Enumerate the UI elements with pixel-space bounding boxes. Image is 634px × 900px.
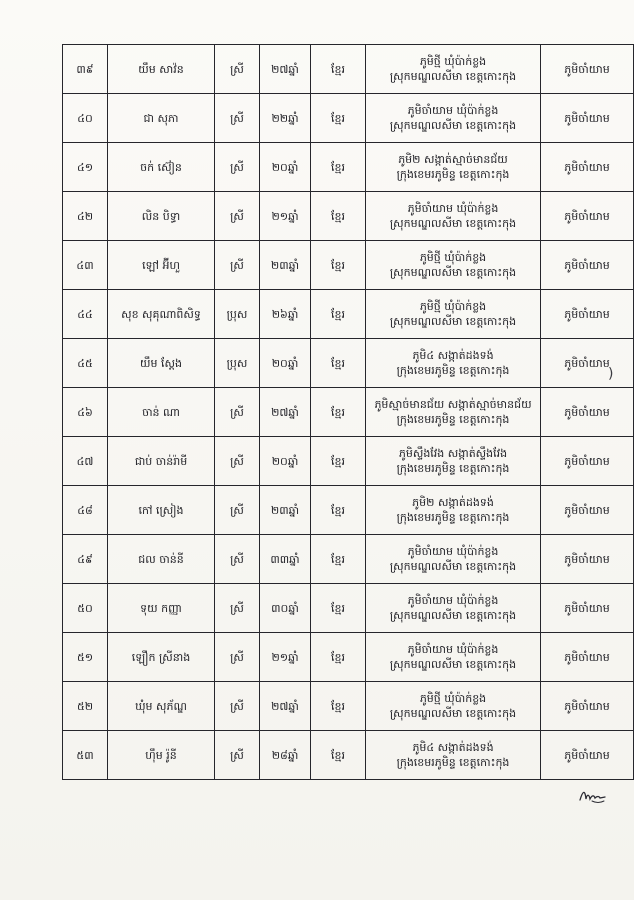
table-row	[63, 192, 634, 241]
address-line-1: ភូមិចាំយាម ឃុំប៉ាក់ខ្លង	[407, 594, 499, 607]
table-row	[63, 339, 634, 388]
sex-cell: ស្រី	[215, 94, 260, 143]
row-number-cell: ៥២	[63, 682, 108, 731]
address-cell	[366, 731, 541, 780]
row-number-cell: ៤៨	[63, 486, 108, 535]
row-number-cell: ៤៩	[63, 535, 108, 584]
address-cell	[366, 45, 541, 94]
name-cell: យឹម ស្តែង	[108, 339, 215, 388]
residence-cell: ភូមិចាំយាម	[541, 241, 634, 290]
table-row	[63, 633, 634, 682]
nationality-cell: ខ្មែរ	[311, 633, 366, 682]
address-cell	[366, 584, 541, 633]
address-line-2: ស្រុកមណ្ឌលសីមា ខេត្តកោះកុង	[389, 217, 517, 230]
sex-cell: ស្រី	[215, 388, 260, 437]
residence-cell: ភូមិចាំយាម	[541, 45, 634, 94]
row-number-cell: ៤៥	[63, 339, 108, 388]
row-number-cell: ៣៩	[63, 45, 108, 94]
address-cell	[366, 633, 541, 682]
address-line-1: ភូមិថ្មី ឃុំប៉ាក់ខ្លង	[419, 692, 487, 705]
nationality-cell: ខ្មែរ	[311, 192, 366, 241]
age-cell: ២៧ឆ្នាំ	[260, 45, 311, 94]
nationality-cell: ខ្មែរ	[311, 290, 366, 339]
name-cell: យឹម សាវ៉ន	[108, 45, 215, 94]
address-line-1: ភូមិស្មាច់មានជ័យ សង្កាត់ស្មាច់មានជ័យ	[374, 398, 532, 411]
address-line-2: ក្រុងខេមរភូមិន្ទ ខេត្តកោះកុង	[396, 462, 510, 475]
nationality-cell: ខ្មែរ	[311, 682, 366, 731]
row-number-cell: ៥៣	[63, 731, 108, 780]
nationality-cell: ខ្មែរ	[311, 584, 366, 633]
residence-cell: ភូមិចាំយាម	[541, 682, 634, 731]
residence-cell: ភូមិចាំយាម	[541, 339, 634, 388]
address-line-1: ភូមិចាំយាម ឃុំប៉ាក់ខ្លង	[407, 643, 499, 656]
age-cell: ២២ឆ្នាំ	[260, 94, 311, 143]
name-cell: ទុយ កញ្ញា	[108, 584, 215, 633]
nationality-cell: ខ្មែរ	[311, 45, 366, 94]
margin-mark: )	[608, 366, 614, 382]
table-row	[63, 94, 634, 143]
address-line-1: ភូមិចាំយាម ឃុំប៉ាក់ខ្លង	[407, 202, 499, 215]
address-line-2: ស្រុកមណ្ឌលសីមា ខេត្តកោះកុង	[389, 658, 517, 671]
address-line-2: ក្រុងខេមរភូមិន្ទ ខេត្តកោះកុង	[396, 511, 510, 524]
address-line-2: ស្រុកមណ្ឌលសីមា ខេត្តកោះកុង	[389, 560, 517, 573]
age-cell: ២៣ឆ្នាំ	[260, 241, 311, 290]
address-line-2: ស្រុកមណ្ឌលសីមា ខេត្តកោះកុង	[389, 609, 517, 622]
age-cell: ២១ឆ្នាំ	[260, 192, 311, 241]
sex-cell: ស្រី	[215, 633, 260, 682]
name-cell: ជា សុភា	[108, 94, 215, 143]
age-cell: ៣៣ឆ្នាំ	[260, 535, 311, 584]
address-line-1: ភូមិថ្មី ឃុំប៉ាក់ខ្លង	[419, 55, 487, 68]
name-cell: ហ៊ឹម រ៉ូនី	[108, 731, 215, 780]
sex-cell: ស្រី	[215, 535, 260, 584]
row-number-cell: ៤៧	[63, 437, 108, 486]
address-cell	[366, 290, 541, 339]
sex-cell: ស្រី	[215, 143, 260, 192]
address-cell	[366, 192, 541, 241]
row-number-cell: ៤៦	[63, 388, 108, 437]
name-cell: លិន បិទ្ធា	[108, 192, 215, 241]
sex-cell: ស្រី	[215, 437, 260, 486]
signature-scribble	[578, 786, 608, 806]
name-cell: ឃុំម សុភ័ណ្ឌ	[108, 682, 215, 731]
sex-cell: ស្រី	[215, 192, 260, 241]
table-row	[63, 731, 634, 780]
row-number-cell: ៥១	[63, 633, 108, 682]
address-line-2: ក្រុងខេមរភូមិន្ទ ខេត្តកោះកុង	[396, 413, 510, 426]
residence-cell: ភូមិចាំយាម	[541, 143, 634, 192]
address-line-2: ក្រុងខេមរភូមិន្ទ ខេត្តកោះកុង	[396, 168, 510, 181]
sex-cell: ស្រី	[215, 241, 260, 290]
address-line-1: ភូមិ៤ សង្កាត់ដងទង់	[412, 741, 494, 754]
row-number-cell: ៤២	[63, 192, 108, 241]
table-row	[63, 486, 634, 535]
nationality-cell: ខ្មែរ	[311, 731, 366, 780]
table-row	[63, 290, 634, 339]
address-line-1: ភូមិ២ សង្កាត់ស្មាច់មានជ័យ	[398, 153, 508, 166]
name-cell: ជាប់ ចាន់រ៉ាមី	[108, 437, 215, 486]
sex-cell: ស្រី	[215, 45, 260, 94]
address-line-1: ភូមិ៤ សង្កាត់ដងទង់	[412, 349, 494, 362]
age-cell: ២១ឆ្នាំ	[260, 633, 311, 682]
nationality-cell: ខ្មែរ	[311, 535, 366, 584]
name-cell: ចក់ ស៊ៀន	[108, 143, 215, 192]
nationality-cell: ខ្មែរ	[311, 143, 366, 192]
nationality-cell: ខ្មែរ	[311, 241, 366, 290]
address-cell	[366, 535, 541, 584]
table-row	[63, 45, 634, 94]
nationality-cell: ខ្មែរ	[311, 486, 366, 535]
row-number-cell: ៤៣	[63, 241, 108, 290]
residence-cell: ភូមិចាំយាម	[541, 486, 634, 535]
nationality-cell: ខ្មែរ	[311, 388, 366, 437]
sex-cell: ស្រី	[215, 731, 260, 780]
row-number-cell: ៤១	[63, 143, 108, 192]
address-line-2: ស្រុកមណ្ឌលសីមា ខេត្តកោះកុង	[389, 266, 517, 279]
table-row	[63, 437, 634, 486]
name-cell: កៅ ស្រៀង	[108, 486, 215, 535]
address-cell	[366, 94, 541, 143]
address-line-2: ស្រុកមណ្ឌលសីមា ខេត្តកោះកុង	[389, 70, 517, 83]
nationality-cell: ខ្មែរ	[311, 437, 366, 486]
table-row	[63, 241, 634, 290]
address-cell	[366, 437, 541, 486]
sex-cell: ស្រី	[215, 486, 260, 535]
name-cell: ចាន់ ណា	[108, 388, 215, 437]
address-cell	[366, 143, 541, 192]
address-line-1: ភូមិ២ សង្កាត់ដងទង់	[412, 496, 494, 509]
roster-table-body	[63, 45, 634, 780]
address-cell	[366, 486, 541, 535]
sex-cell: ប្រុស	[215, 290, 260, 339]
name-cell: ឡឿក ស្រីនាង	[108, 633, 215, 682]
roster-table	[62, 44, 634, 780]
address-line-1: ភូមិថ្មី ឃុំប៉ាក់ខ្លង	[419, 300, 487, 313]
age-cell: ២៧ឆ្នាំ	[260, 682, 311, 731]
age-cell: ៣០ឆ្នាំ	[260, 584, 311, 633]
nationality-cell: ខ្មែរ	[311, 94, 366, 143]
address-line-2: ស្រុកមណ្ឌលសីមា ខេត្តកោះកុង	[389, 707, 517, 720]
nationality-cell: ខ្មែរ	[311, 339, 366, 388]
residence-cell: ភូមិចាំយាម	[541, 535, 634, 584]
address-cell	[366, 339, 541, 388]
address-line-2: ស្រុកមណ្ឌលសីមា ខេត្តកោះកុង	[389, 315, 517, 328]
address-line-1: ភូមិចាំយាម ឃុំប៉ាក់ខ្លង	[407, 545, 499, 558]
age-cell: ២០ឆ្នាំ	[260, 437, 311, 486]
name-cell: ជល ចាន់នី	[108, 535, 215, 584]
address-cell	[366, 388, 541, 437]
age-cell: ២៣ឆ្នាំ	[260, 486, 311, 535]
address-line-1: ភូមិថ្មី ឃុំប៉ាក់ខ្លង	[419, 251, 487, 264]
residence-cell: ភូមិចាំយាម	[541, 584, 634, 633]
residence-cell: ភូមិចាំយាម	[541, 633, 634, 682]
age-cell: ២៧ឆ្នាំ	[260, 388, 311, 437]
table-row	[63, 682, 634, 731]
name-cell: ឡៅ អ៊ីហួ	[108, 241, 215, 290]
sex-cell: ប្រុស	[215, 339, 260, 388]
residence-cell: ភូមិចាំយាម	[541, 437, 634, 486]
address-line-2: ក្រុងខេមរភូមិន្ទ ខេត្តកោះកុង	[396, 756, 510, 769]
residence-cell: ភូមិចាំយាម	[541, 94, 634, 143]
age-cell: ២០ឆ្នាំ	[260, 339, 311, 388]
residence-cell: ភូមិចាំយាម	[541, 731, 634, 780]
table-row	[63, 143, 634, 192]
residence-cell: ភូមិចាំយាម	[541, 388, 634, 437]
table-row	[63, 584, 634, 633]
row-number-cell: ៥០	[63, 584, 108, 633]
sex-cell: ស្រី	[215, 682, 260, 731]
address-line-2: ក្រុងខេមរភូមិន្ទ ខេត្តកោះកុង	[396, 364, 510, 377]
address-line-1: ភូមិចាំយាម ឃុំប៉ាក់ខ្លង	[407, 104, 499, 117]
address-line-1: ភូមិស្ទឹងវែង សង្កាត់ស្ទឹងវែង	[398, 447, 508, 460]
address-cell	[366, 241, 541, 290]
address-line-2: ស្រុកមណ្ឌលសីមា ខេត្តកោះកុង	[389, 119, 517, 132]
age-cell: ២៨ឆ្នាំ	[260, 731, 311, 780]
age-cell: ២៦ឆ្នាំ	[260, 290, 311, 339]
row-number-cell: ៤៤	[63, 290, 108, 339]
residence-cell: ភូមិចាំយាម	[541, 290, 634, 339]
row-number-cell: ៤០	[63, 94, 108, 143]
sex-cell: ស្រី	[215, 584, 260, 633]
table-row	[63, 535, 634, 584]
name-cell: សុខ សុគុណាពិសិទ្ធ	[108, 290, 215, 339]
residence-cell: ភូមិចាំយាម	[541, 192, 634, 241]
age-cell: ២០ឆ្នាំ	[260, 143, 311, 192]
address-cell	[366, 682, 541, 731]
table-row	[63, 388, 634, 437]
